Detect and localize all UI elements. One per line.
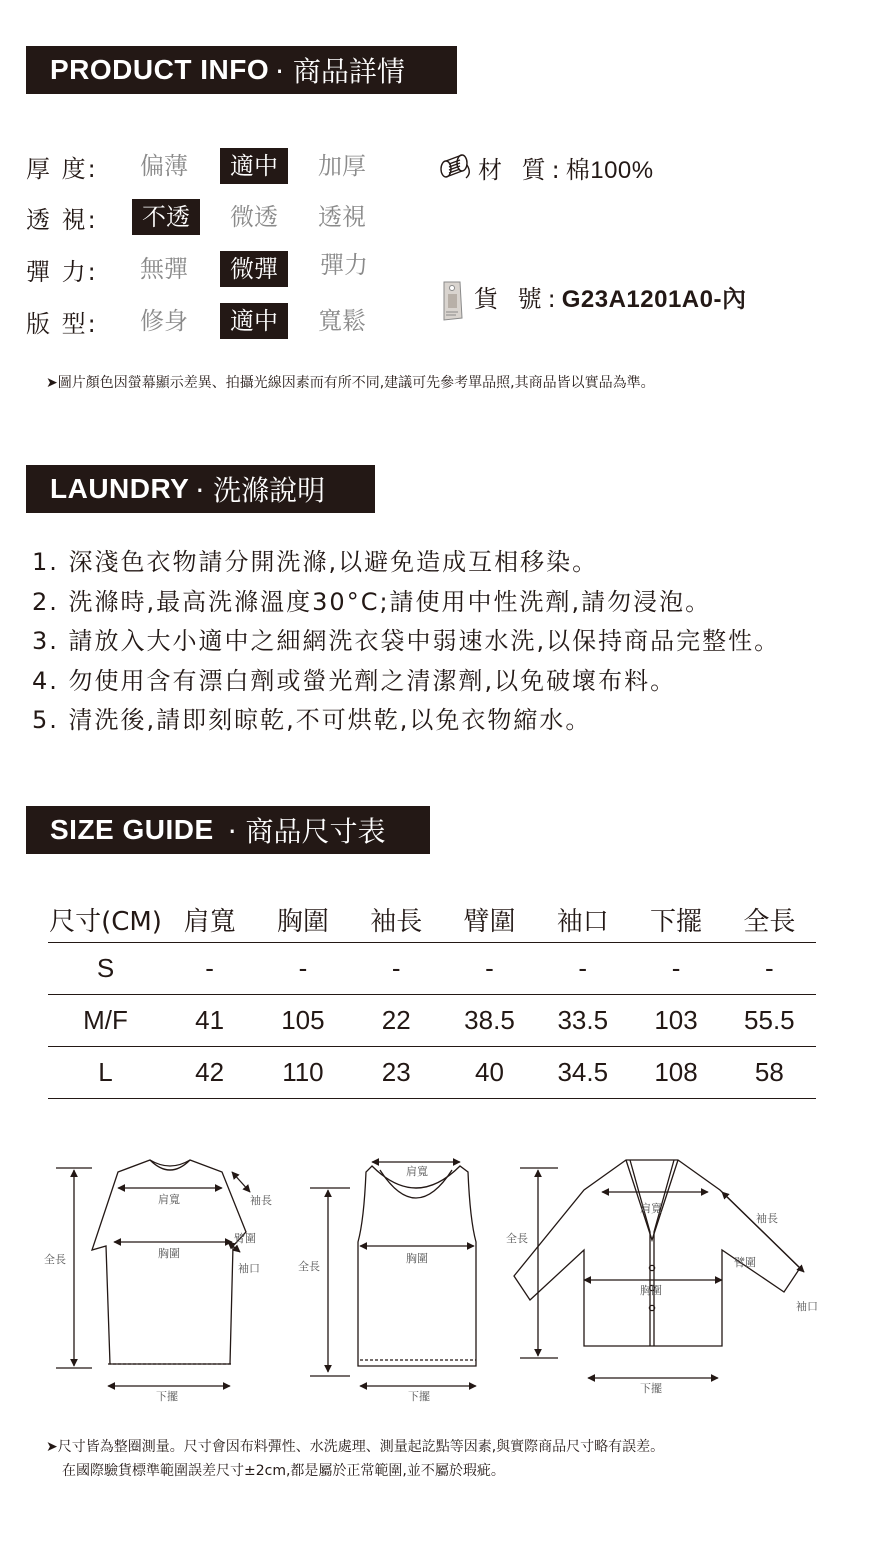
attr-option: 無彈	[140, 255, 188, 283]
attr-option: 透視	[318, 203, 366, 231]
product-info-header	[26, 46, 457, 94]
label-chest: 胸圍	[158, 1247, 180, 1260]
attr-option: 彈力	[320, 251, 368, 279]
table-cell: -	[163, 943, 256, 995]
table-cell: 23	[350, 1047, 443, 1099]
attr-option: 修身	[140, 307, 188, 335]
table-cell: M/F	[48, 995, 163, 1047]
header-zh: · 商品詳情	[275, 55, 405, 88]
table-cell: -	[443, 943, 536, 995]
table-cell: L	[48, 1047, 163, 1099]
attr-label: 版 型:	[26, 309, 98, 338]
column-header: 胸圍	[256, 896, 349, 943]
table-cell: -	[256, 943, 349, 995]
table-cell: -	[350, 943, 443, 995]
tshirt-diagram	[56, 1160, 250, 1386]
header-zh: · 商品尺寸表	[227, 815, 386, 848]
sku-label: 貨 號:	[474, 284, 562, 313]
label-shoulder: 肩寬	[640, 1202, 662, 1215]
header-en: SIZE GUIDE	[50, 814, 214, 845]
column-header: 肩寬	[163, 896, 256, 943]
tank-top-diagram	[310, 1162, 476, 1386]
attr-option: 寬鬆	[318, 307, 366, 335]
list-item: 4. 勿使用含有漂白劑或螢光劑之清潔劑,以免破壞布料。	[32, 666, 677, 695]
attr-row-fit	[26, 303, 406, 339]
attr-row-elasticity	[26, 251, 406, 287]
garment-measurement-diagrams	[0, 1150, 875, 1410]
column-header: 臂圍	[443, 896, 536, 943]
table-cell: -	[629, 943, 722, 995]
table-cell: 22	[350, 995, 443, 1047]
attr-option-selected: 適中	[220, 303, 288, 339]
label-length: 全長	[506, 1232, 528, 1245]
header-en: PRODUCT INFO	[50, 54, 270, 85]
label-chest: 胸圍	[640, 1284, 662, 1297]
material-info	[436, 149, 654, 185]
label-hem: 下擺	[640, 1382, 662, 1395]
attr-option: 微透	[230, 203, 278, 231]
attr-row-thickness	[26, 148, 406, 184]
label-arm: 臂圍	[734, 1256, 756, 1269]
column-header: 袖長	[350, 896, 443, 943]
table-cell: 103	[629, 995, 722, 1047]
table-cell: 108	[629, 1047, 722, 1099]
label-sleeve: 袖長	[250, 1194, 272, 1207]
list-item: 1. 深淺色衣物請分開洗滌,以避免造成互相移染。	[32, 548, 599, 576]
size-disclaimer-line2: 在國際驗貨標準範圍誤差尺寸±2cm,都是屬於正常範圍,並不屬於瑕疵。	[62, 1463, 505, 1479]
attr-option-selected: 微彈	[220, 251, 288, 287]
material-value: 棉100%	[565, 156, 654, 184]
column-header: 尺寸(CM)	[48, 896, 163, 943]
attr-option: 偏薄	[140, 152, 188, 180]
material-label: 材 質:	[478, 155, 566, 184]
table-cell: 34.5	[536, 1047, 629, 1099]
size-guide-header	[26, 806, 430, 854]
attr-label: 透 視:	[26, 205, 98, 234]
attr-label: 厚 度:	[26, 154, 98, 183]
label-cuff: 袖口	[238, 1262, 260, 1275]
sku-value: G23A1201A0-內	[561, 285, 747, 313]
label-shoulder: 肩寬	[406, 1165, 428, 1178]
laundry-header	[26, 465, 375, 513]
label-sleeve: 袖長	[756, 1212, 778, 1225]
table-header-row	[48, 896, 816, 943]
label-length: 全長	[44, 1253, 66, 1266]
table-cell: S	[48, 943, 163, 995]
table-cell: 58	[723, 1047, 816, 1099]
table-cell: 105	[256, 995, 349, 1047]
attr-option-selected: 適中	[220, 148, 288, 184]
header-en: LAUNDRY	[50, 473, 190, 504]
table-cell: -	[723, 943, 816, 995]
attr-option-selected: 不透	[132, 199, 200, 235]
label-arm: 臂圍	[234, 1232, 256, 1245]
column-header: 全長	[723, 896, 816, 943]
table-row	[48, 995, 816, 1047]
cardigan-diagram	[514, 1160, 804, 1378]
attr-option: 加厚	[318, 152, 366, 180]
label-shoulder: 肩寬	[158, 1193, 180, 1206]
table-cell: 110	[256, 1047, 349, 1099]
attr-row-transparency	[26, 199, 406, 235]
attr-label: 彈 力:	[26, 257, 98, 286]
table-cell: -	[536, 943, 629, 995]
color-disclaimer: ➤圖片顏色因螢幕顯示差異、拍攝光線因素而有所不同,建議可先參考單品照,其商品皆以實品為準。	[46, 375, 655, 391]
tag-icon	[440, 280, 466, 322]
label-chest: 胸圍	[406, 1252, 428, 1265]
size-table	[48, 896, 816, 1099]
table-row	[48, 1047, 816, 1099]
table-cell: 41	[163, 995, 256, 1047]
size-disclaimer-line1: ➤尺寸皆為整圈測量。尺寸會因布料彈性、水洗處理、測量起訖點等因素,與實際商品尺寸略有誤差。	[46, 1439, 665, 1455]
table-cell: 38.5	[443, 995, 536, 1047]
list-item: 3. 請放入大小適中之細網洗衣袋中弱速水洗,以保持商品完整性。	[32, 627, 781, 655]
column-header: 袖口	[536, 896, 629, 943]
header-zh: · 洗滌說明	[195, 474, 326, 507]
label-cuff: 袖口	[796, 1300, 818, 1313]
table-cell: 40	[443, 1047, 536, 1099]
label-hem: 下擺	[408, 1390, 430, 1403]
thread-spool-icon	[436, 153, 474, 181]
table-row	[48, 943, 816, 995]
table-cell: 42	[163, 1047, 256, 1099]
column-header: 下擺	[629, 896, 722, 943]
label-length: 全長	[298, 1260, 320, 1273]
list-item: 5. 清洗後,請即刻晾乾,不可烘乾,以免衣物縮水。	[32, 706, 592, 734]
list-item: 2. 洗滌時,最高洗滌溫度30°C;請使用中性洗劑,請勿浸泡。	[32, 587, 712, 616]
table-cell: 55.5	[723, 995, 816, 1047]
laundry-list	[32, 543, 780, 741]
label-hem: 下擺	[156, 1390, 178, 1403]
table-cell: 33.5	[536, 995, 629, 1047]
sku-info	[440, 278, 746, 314]
